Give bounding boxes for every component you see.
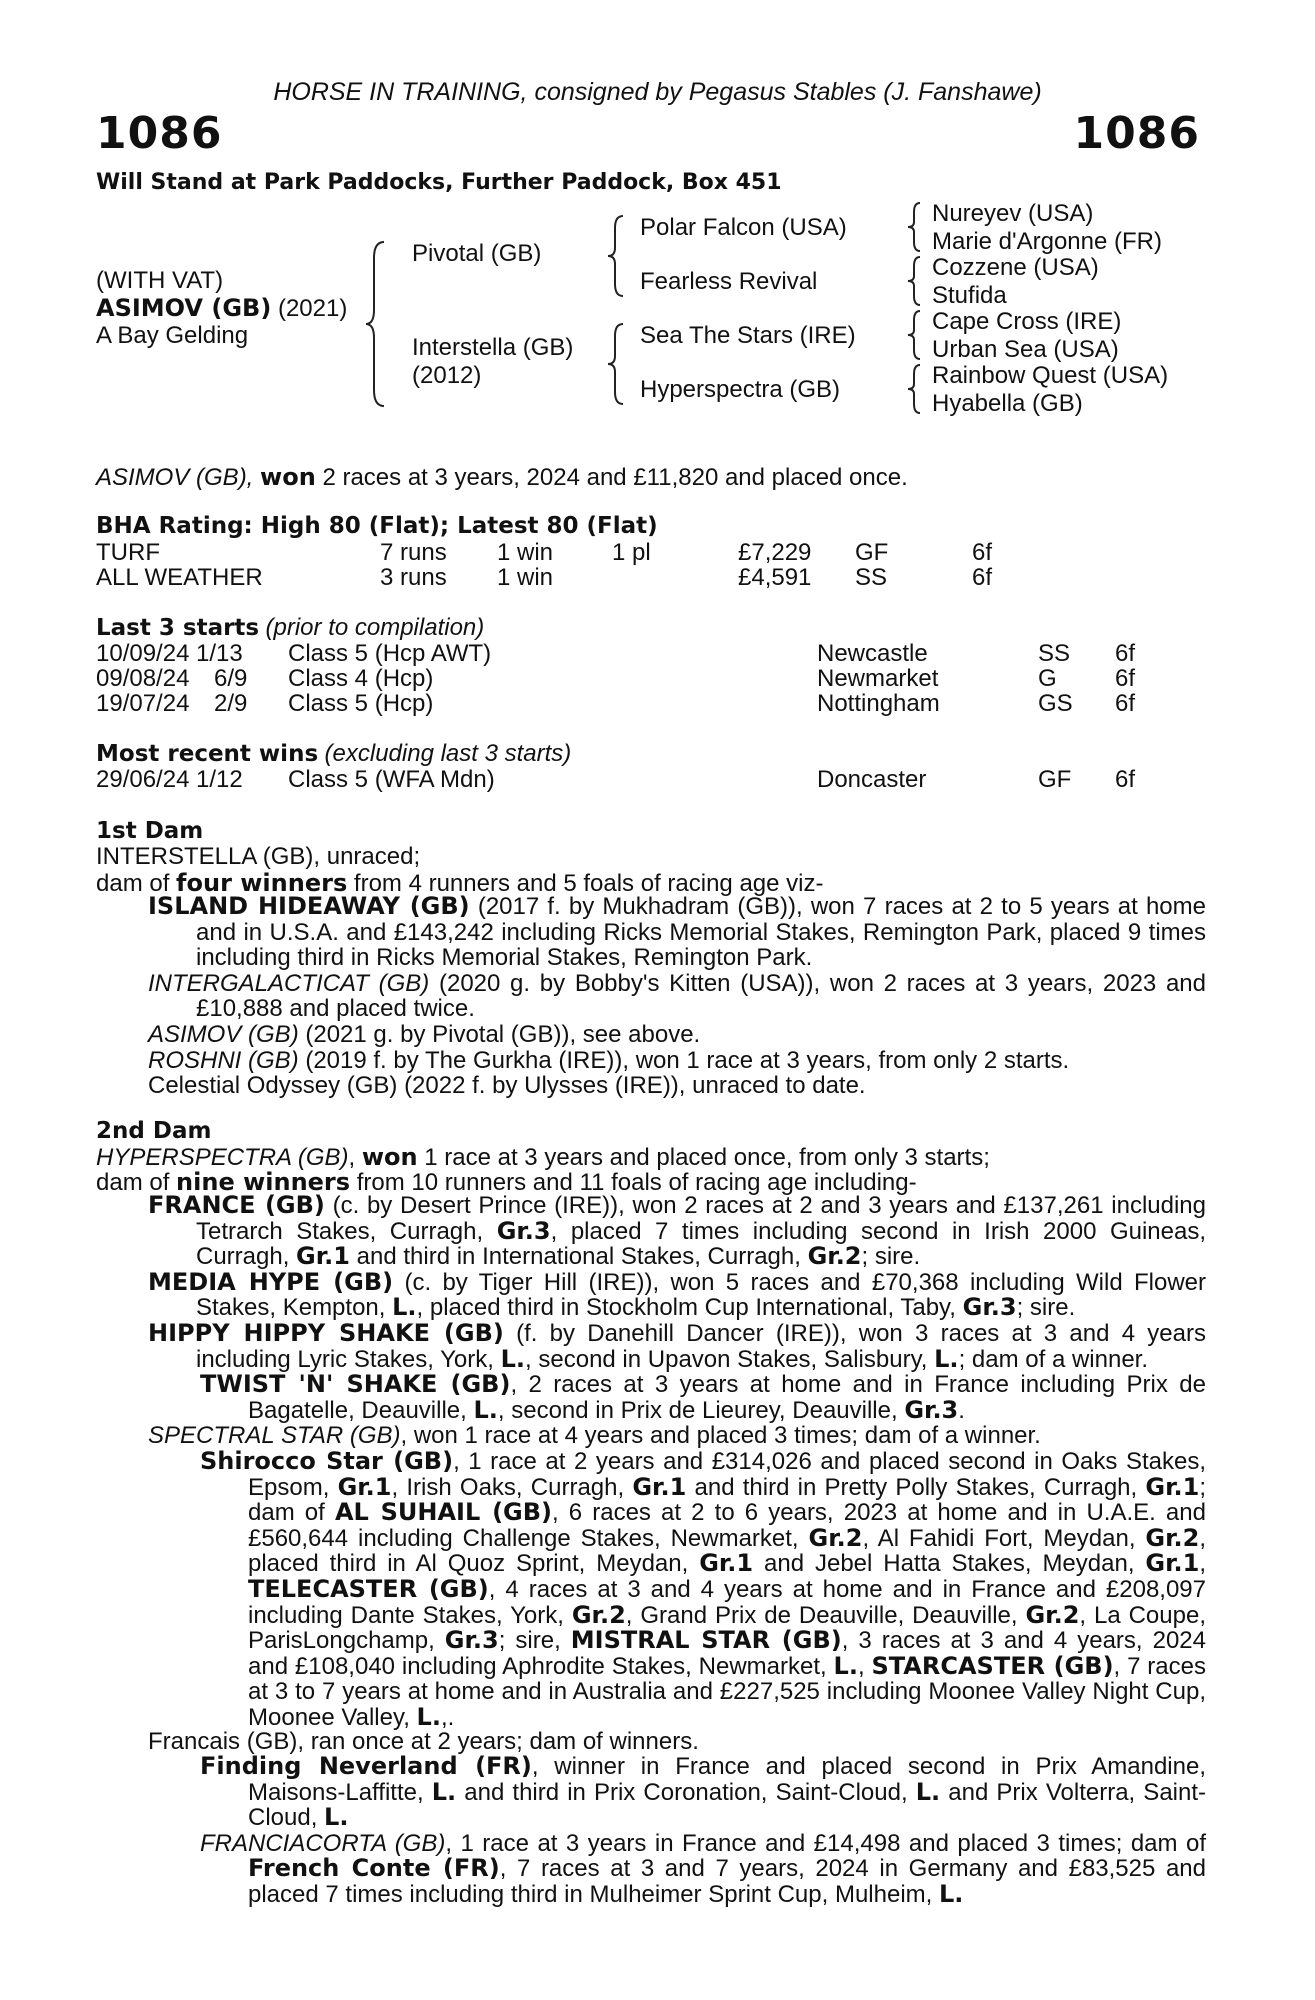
produce-name: ASIMOV (GB) xyxy=(148,1020,299,1048)
produce-text: , 1 race at 3 years in France and £14,498 and placed 3 times; dam of xyxy=(445,1829,1206,1857)
pedigree-g7: Rainbow Quest (USA) xyxy=(932,362,1169,389)
produce-name: ISLAND HIDEAWAY (GB) xyxy=(148,892,470,920)
rating-wins-cell: 1 win xyxy=(497,564,554,591)
rating-surface-cell: ALL WEATHER xyxy=(96,564,263,591)
second-dam-title: 2nd Dam xyxy=(96,1118,212,1144)
pedigree-g6: Urban Sea (USA) xyxy=(932,336,1119,363)
second-dam-produce-f xyxy=(200,1754,1206,1908)
produce-text: , 6 races at 2 to 6 years, 2023 at home and in U.A.E. and £560,644 including Challenge Stakes, Newmarket, xyxy=(248,1499,1206,1552)
produce-text: , winner in France and placed second in Prix Amandine, Maisons-Laffitte, xyxy=(248,1753,1206,1806)
horse-title xyxy=(96,294,347,323)
lot-number-left: 1086 xyxy=(96,108,223,159)
pedigree-brace-sire xyxy=(605,212,629,300)
group-grade: Gr.1 xyxy=(632,1472,687,1501)
last-starts-title: Last 3 starts xyxy=(96,615,260,641)
group-grade: Gr.1 xyxy=(296,1242,350,1271)
listed-grade: L. xyxy=(473,1395,498,1424)
listed-grade: L. xyxy=(934,1344,959,1373)
second-dam-produce-b xyxy=(200,1372,1206,1423)
last-start-course-cell: Nottingham xyxy=(817,690,940,717)
produce-name: STARCASTER (GB) xyxy=(871,1651,1114,1680)
group-grade: Gr.2 xyxy=(808,1523,863,1552)
listed-grade: L. xyxy=(324,1803,349,1832)
produce-name: INTERGALACTICAT (GB) xyxy=(148,969,430,997)
listed-grade: L. xyxy=(938,1879,964,1908)
recent-wins-title: Most recent wins xyxy=(96,741,319,767)
pedigree-dam-sire: Sea The Stars (IRE) xyxy=(640,322,856,349)
group-grade: Gr.3 xyxy=(496,1216,551,1245)
group-grade: Gr.2 xyxy=(1025,1600,1080,1629)
rating-runs-cell: 7 runs xyxy=(380,539,447,566)
produce-france xyxy=(148,1193,1206,1270)
last-start-going-cell: SS xyxy=(1038,640,1071,667)
race-summary xyxy=(96,463,908,492)
second-dam-record: 1 race at 3 years and placed once, from only 3 starts; xyxy=(417,1144,990,1171)
group-grade: Gr.1 xyxy=(1145,1549,1200,1578)
produce-text: , 4 races at 3 and 4 years at home and in France and £208,097 including Dante Stakes, York, xyxy=(248,1575,1207,1629)
dam-of-rest: from 10 runners and 11 foals of racing age including- xyxy=(350,1169,917,1196)
produce-name: HIPPY HIPPY SHAKE (GB) xyxy=(148,1318,504,1347)
rating-dist-cell: 6f xyxy=(972,539,993,566)
second-dam-produce-c xyxy=(148,1423,1206,1449)
produce-text: and third in Pretty Polly Stakes, Curragh, xyxy=(686,1473,1146,1501)
first-dam-produce xyxy=(148,894,1206,1099)
pedigree-g8: Hyabella (GB) xyxy=(932,390,1083,417)
produce-name: ROSHNI (GB) xyxy=(148,1046,299,1074)
produce-text: and Jebel Hatta Stakes, Meydan, xyxy=(753,1550,1146,1578)
recent-wins-note: (excluding last 3 starts) xyxy=(324,740,572,767)
produce-text: ; dam of xyxy=(248,1473,1206,1527)
produce-text: , La Coupe, ParisLongchamp, xyxy=(248,1601,1206,1655)
produce-name: French Conte (FR) xyxy=(248,1854,500,1883)
produce-text: (f. by Danehill Dancer (IRE)), won 3 races at 3 and 4 years including Lyric Stakes, York, xyxy=(196,1319,1206,1373)
group-grade: Gr.3 xyxy=(904,1395,959,1424)
produce-text: , 7 races at 3 and 7 years, 2024 in Germany and £83,525 and placed 7 times including third in Mulheimer Sprint Cup, Mulheim, xyxy=(248,1855,1206,1908)
vat-note: (WITH VAT) xyxy=(96,267,224,294)
pedigree-sire-dam: Fearless Revival xyxy=(640,268,818,295)
produce-text: , placed third in Al Quoz Sprint, Meydan, xyxy=(248,1524,1206,1578)
recent-win-race-cell: Class 5 (WFA Mdn) xyxy=(288,766,495,793)
dam-of-label: dam of xyxy=(96,870,177,897)
last-starts-note: (prior to compilation) xyxy=(265,614,485,641)
pedigree-g1: Nureyev (USA) xyxy=(932,200,1094,227)
pedigree-dam-year: (2012) xyxy=(412,362,482,389)
last-start-dist-cell: 6f xyxy=(1115,640,1136,667)
last-start-course-cell: Newcastle xyxy=(817,640,928,667)
bha-rating-title: BHA Rating: High 80 (Flat); Latest 80 (Flat) xyxy=(96,513,658,539)
listed-grade: L. xyxy=(431,1777,457,1806)
group-grade: Gr.3 xyxy=(962,1293,1017,1322)
produce-text: , xyxy=(857,1652,872,1680)
last-start-date-cell: 10/09/24 xyxy=(96,640,190,667)
produce-twist-n-shake xyxy=(200,1372,1206,1423)
produce-hippy-hippy-shake xyxy=(148,1318,1206,1373)
produce-text: and third in International Stakes, Curragh, xyxy=(349,1243,808,1271)
winners-count: four winners xyxy=(176,869,348,897)
second-dam-produce-a xyxy=(148,1193,1206,1372)
produce-name: MEDIA HYPE (GB) xyxy=(148,1267,394,1296)
rating-runs-cell: 3 runs xyxy=(380,564,447,591)
last-start-pos-cell: 6/9 xyxy=(214,665,248,692)
produce-name: TELECASTER (GB) xyxy=(248,1574,489,1603)
last-start-race-cell: Class 5 (Hcp) xyxy=(288,690,434,717)
produce-spectral-star xyxy=(148,1423,1206,1449)
recent-win-date-cell: 29/06/24 xyxy=(96,766,190,793)
last-start-race-cell: Class 4 (Hcp) xyxy=(288,665,434,692)
group-grade: Gr.1 xyxy=(337,1472,392,1501)
last-start-pos-cell: 2/9 xyxy=(214,690,248,717)
first-dam-line: INTERSTELLA (GB), unraced; xyxy=(96,843,421,870)
listed-grade: L. xyxy=(833,1651,858,1680)
rating-surface-cell: TURF xyxy=(96,539,160,566)
produce-name: Finding Neverland (FR) xyxy=(200,1752,532,1780)
produce-text: , 7 races at 3 to 7 years at home and in Australia and £227,525 including Moonee Valley Night Cup, Moonee Valley, xyxy=(248,1652,1206,1731)
group-grade: Gr.1 xyxy=(1145,1472,1200,1501)
produce-text: ; sire. xyxy=(861,1243,921,1271)
rating-wins-cell: 1 win xyxy=(497,539,554,566)
produce-name: Shirocco Star (GB) xyxy=(200,1447,454,1475)
produce-name: FRANCE (GB) xyxy=(148,1191,325,1219)
produce-text: (2020 g. by Bobby's Kitten (USA)), won 2 races at 3 years, 2023 and £10,888 and placed twice. xyxy=(196,969,1206,1023)
recent-wins-heading xyxy=(96,740,571,768)
pedigree-brace-dam xyxy=(605,320,629,408)
group-grade: Gr.2 xyxy=(807,1242,862,1271)
summary-rest: 2 races at 3 years, 2024 and £11,820 and placed once. xyxy=(315,464,908,491)
produce-text: (c. by Tiger Hill (IRE)), won 5 races and £70,368 including Wild Flower Stakes, Kempton, xyxy=(196,1268,1207,1322)
rating-placed-cell: 1 pl xyxy=(612,539,651,566)
last-starts-heading xyxy=(96,614,484,642)
listed-grade: L. xyxy=(392,1293,417,1322)
horse-year: (2021) xyxy=(277,295,348,322)
pedigree-g4: Stufida xyxy=(932,282,1007,309)
produce-text: , second in Upavon Stakes, Salisbury, xyxy=(525,1345,935,1373)
produce-text: (2019 f. by The Gurkha (IRE)), won 1 race at 3 years, from only 2 starts. xyxy=(298,1046,1070,1074)
produce-text: ,. xyxy=(440,1703,455,1731)
produce-franciacorta xyxy=(200,1831,1206,1908)
produce-text: and Prix Volterra, Saint-Cloud, xyxy=(248,1778,1207,1832)
last-start-going-cell: G xyxy=(1038,665,1057,692)
recent-win-dist-cell: 6f xyxy=(1115,766,1136,793)
pedigree-dam: Interstella (GB) xyxy=(412,334,574,361)
produce-text: ; sire. xyxy=(1016,1294,1076,1322)
produce-text: , 1 race at 2 years and £314,026 and placed second in Oaks Stakes, Epsom, xyxy=(248,1448,1206,1501)
horse-description: A Bay Gelding xyxy=(96,322,249,349)
produce-text: , Grand Prix de Deauville, Deauville, xyxy=(625,1601,1026,1629)
horse-name: ASIMOV (GB) xyxy=(96,294,272,322)
group-grade: Gr.3 xyxy=(444,1626,499,1655)
pedigree-brace-g2 xyxy=(905,254,925,308)
produce-text: (2021 g. by Pivotal (GB)), see above. xyxy=(298,1020,701,1048)
produce-media-hype xyxy=(148,1267,1207,1322)
pedigree-brace-g4 xyxy=(905,362,925,416)
produce-text: (c. by Desert Prince (IRE)), won 2 races at 2 and 3 years and £137,261 including Tetrarch Stakes, Curragh, xyxy=(196,1192,1206,1245)
produce-text: ; dam of a winner. xyxy=(958,1345,1148,1373)
listed-grade: L. xyxy=(915,1777,941,1806)
rating-dist-cell: 6f xyxy=(972,564,993,591)
last-start-date-cell: 09/08/24 xyxy=(96,665,190,692)
rating-prize-cell: £7,229 xyxy=(738,539,812,566)
produce-finding-neverland xyxy=(200,1754,1206,1831)
recent-win-pos-cell: 1/12 xyxy=(196,766,243,793)
listed-grade: L. xyxy=(500,1344,526,1373)
produce-name: AL SUHAIL (GB) xyxy=(334,1498,552,1527)
produce-text: , placed third in Stockholm Cup International, Taby, xyxy=(416,1294,963,1322)
consignment-line: HORSE IN TRAINING, consigned by Pegasus Stables (J. Fanshawe) xyxy=(273,78,1042,106)
produce-text: , 2 races at 3 years at home and in France including Prix de Bagatelle, Deauville, xyxy=(248,1371,1206,1424)
group-grade: Gr.2 xyxy=(571,1600,626,1629)
second-dam-name: HYPERSPECTRA (GB) xyxy=(96,1144,349,1171)
second-dam-line: HYPERSPECTRA (GB), won 1 race at 3 years and placed once, from only 3 starts; xyxy=(96,1143,990,1171)
produce-intergalacticat xyxy=(148,971,1206,1022)
last-start-dist-cell: 6f xyxy=(1115,665,1136,692)
dam-of-label: dam of xyxy=(96,1169,177,1196)
stand-location: Will Stand at Park Paddocks, Further Paddock, Box 451 xyxy=(96,170,782,195)
second-dam-produce-d xyxy=(200,1449,1206,1731)
produce-text: and third in Prix Coronation, Saint-Cloud, xyxy=(456,1778,916,1806)
pedigree-sire: Pivotal (GB) xyxy=(412,240,542,267)
produce-text: , xyxy=(1199,1550,1206,1578)
pedigree-brace-g3 xyxy=(905,308,925,362)
produce-text: , second in Prix de Lieurey, Deauville, xyxy=(497,1396,905,1424)
produce-island-hideaway xyxy=(148,894,1206,971)
produce-text: . xyxy=(958,1396,965,1424)
rating-going-cell: GF xyxy=(855,539,889,566)
dam-of-rest: from 4 runners and 5 foals of racing age viz- xyxy=(347,870,824,897)
produce-text: , won 1 race at 4 years and placed 3 times; dam of a winner. xyxy=(400,1422,1041,1449)
produce-name: SPECTRAL STAR (GB) xyxy=(148,1422,401,1449)
last-start-pos-cell: 1/13 xyxy=(196,640,243,667)
recent-win-going-cell: GF xyxy=(1038,766,1072,793)
pedigree-g2: Marie d'Argonne (FR) xyxy=(932,228,1162,255)
produce-asimov xyxy=(148,1022,1206,1048)
pedigree-dam-dam: Hyperspectra (GB) xyxy=(640,376,841,403)
produce-roshni xyxy=(148,1048,1206,1074)
last-start-going-cell: GS xyxy=(1038,690,1073,717)
produce-text: , placed 7 times including second in Irish 2000 Guineas, Curragh, xyxy=(196,1217,1206,1271)
last-start-course-cell: Newmarket xyxy=(817,665,939,692)
recent-win-course-cell: Doncaster xyxy=(817,766,927,793)
pedigree-brace-main xyxy=(362,238,392,410)
group-grade: Gr.2 xyxy=(1145,1523,1200,1552)
produce-text: ; sire, xyxy=(498,1627,571,1655)
produce-name: FRANCIACORTA (GB) xyxy=(200,1829,446,1857)
summary-horse-name: ASIMOV (GB), xyxy=(96,464,254,491)
last-start-race-cell: Class 5 (Hcp AWT) xyxy=(288,640,492,667)
second-dam-won: won xyxy=(361,1143,418,1171)
produce-name: TWIST 'N' SHAKE (GB) xyxy=(200,1370,511,1398)
pedigree-g5: Cape Cross (IRE) xyxy=(932,308,1122,335)
first-dam-title: 1st Dam xyxy=(96,818,204,844)
produce-francais: Francais (GB), ran once at 2 years; dam of winners. xyxy=(148,1728,699,1755)
produce-text: (2017 f. by Mukhadram (GB)), won 7 races at 2 to 5 years at home and in U.S.A. and £143,242 including Ricks Memorial Stakes, Remington Park, placed 9 times including third in Ricks Memorial Stakes, Remington Park. xyxy=(196,893,1206,972)
last-start-dist-cell: 6f xyxy=(1115,690,1136,717)
lot-number-right: 1086 xyxy=(1073,108,1200,159)
pedigree-g3: Cozzene (USA) xyxy=(932,254,1099,281)
summary-won: won xyxy=(260,463,316,491)
produce-celestial-odyssey: Celestial Odyssey (GB) (2022 f. by Ulysses (IRE)), unraced to date. xyxy=(148,1072,866,1100)
pedigree-sire-sire: Polar Falcon (USA) xyxy=(640,214,847,241)
rating-prize-cell: £4,591 xyxy=(738,564,812,591)
group-grade: Gr.1 xyxy=(699,1549,754,1578)
last-start-date-cell: 19/07/24 xyxy=(96,690,190,717)
produce-shirocco-star xyxy=(200,1449,1206,1731)
produce-text: , Irish Oaks, Curragh, xyxy=(391,1473,633,1501)
winners-count: nine winners xyxy=(176,1168,351,1196)
rating-going-cell: SS xyxy=(855,564,888,591)
produce-text: , Al Fahidi Fort, Meydan, xyxy=(862,1524,1146,1552)
pedigree-brace-g1 xyxy=(905,200,925,254)
listed-grade: L. xyxy=(416,1702,441,1731)
produce-text: , 3 races at 3 and 4 years, 2024 and £108,040 including Aphrodite Stakes, Newmarket, xyxy=(248,1627,1206,1680)
second-dam-produce-e xyxy=(148,1729,1206,1755)
produce-name: MISTRAL STAR (GB) xyxy=(570,1626,842,1655)
